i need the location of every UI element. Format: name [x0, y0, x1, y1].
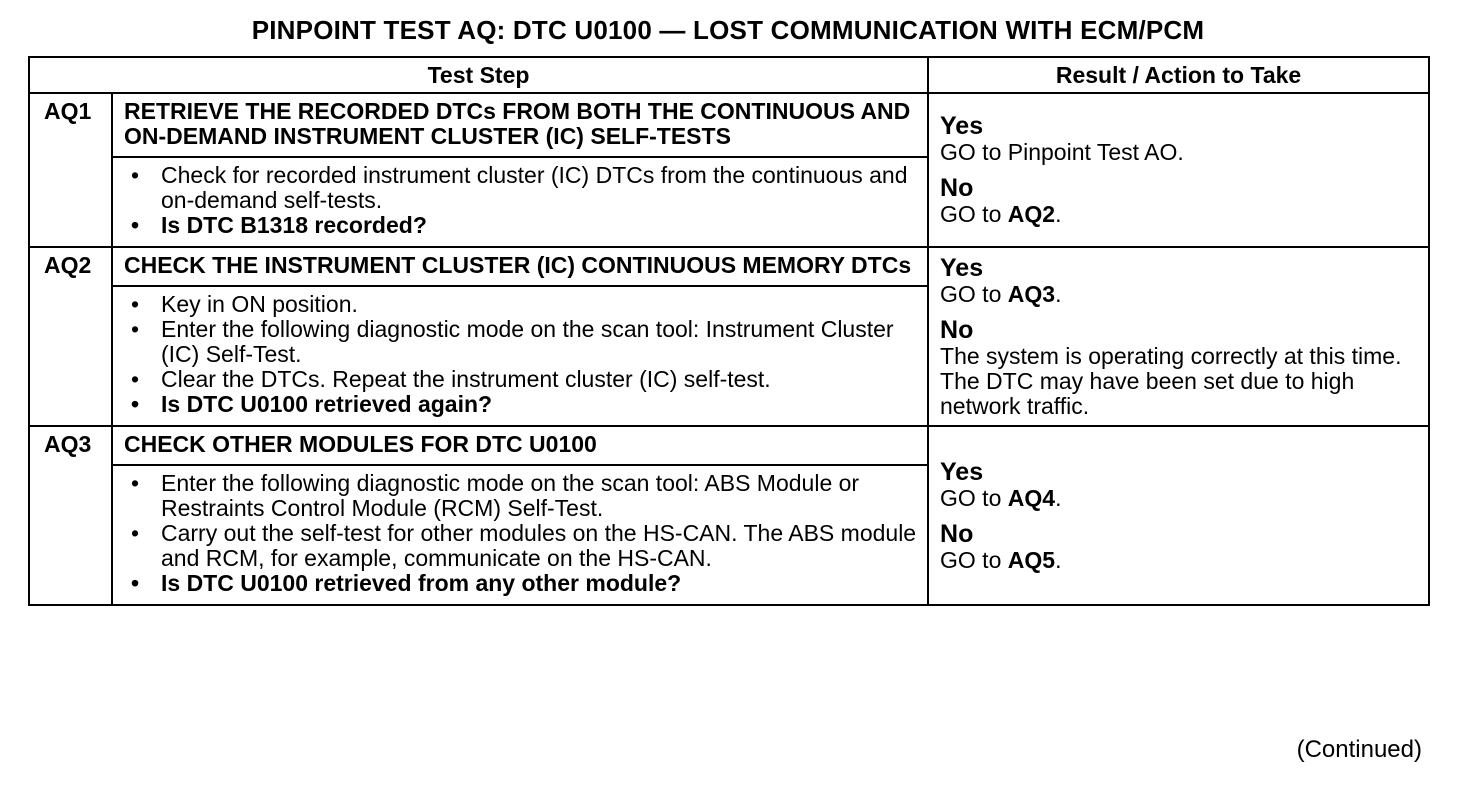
step-title: RETRIEVE THE RECORDED DTCs FROM BOTH THE CONTINUOUS AND ON-DEMAND INSTRUMENT CLUSTER (IC) SELF-TESTS — [112, 93, 928, 157]
step-result — [928, 247, 1429, 426]
table-header-row — [29, 57, 1429, 93]
yes-step-ref: AQ4 — [1007, 484, 1056, 511]
yes-label: Yes — [940, 457, 984, 486]
step-id: AQ3 — [29, 426, 112, 605]
no-action: The system is operating correctly at this time. The DTC may have been set due to high network traffic. — [940, 342, 1402, 419]
yes-action-suffix: . — [1055, 280, 1062, 307]
step-bullet-list — [113, 287, 927, 425]
no-action-suffix: . — [1055, 201, 1062, 227]
yes-label: Yes — [940, 112, 984, 140]
no-label: No — [940, 174, 974, 202]
yes-action — [940, 282, 1418, 307]
step-bullet-list — [113, 158, 927, 246]
yes-action: GO to Pinpoint Test AO. — [940, 139, 1184, 165]
step-question: • Is DTC B1318 recorded? — [125, 213, 917, 238]
step-id: AQ1 — [29, 93, 112, 247]
step-bullet: • Carry out the self-test for other modules on the HS-CAN. The ABS module and RCM, for example, communicate on the HS-CAN. — [125, 521, 917, 571]
step-bullet: • Enter the following diagnostic mode on the scan tool: ABS Module or Restraints Control Module (RCM) Self-Test. — [125, 471, 917, 521]
step-question: • Is DTC U0100 retrieved from any other module? — [125, 571, 917, 596]
step-title: CHECK THE INSTRUMENT CLUSTER (IC) CONTINUOUS MEMORY DTCs — [112, 247, 928, 286]
step-body — [112, 465, 928, 605]
step-result — [928, 93, 1429, 247]
step-title-row — [29, 247, 1429, 286]
no-action-text: GO to — [940, 201, 1008, 227]
step-result — [928, 426, 1429, 605]
no-label: No — [940, 315, 974, 344]
no-step-ref: AQ5 — [1007, 546, 1056, 573]
no-action-text: GO to — [940, 546, 1008, 573]
yes-action — [940, 486, 1418, 511]
header-result: Result / Action to Take — [928, 57, 1429, 93]
header-test-step: Test Step — [29, 57, 928, 93]
step-body — [112, 286, 928, 426]
no-step-ref: AQ2 — [1007, 201, 1056, 227]
step-body — [112, 157, 928, 247]
step-title-row — [29, 426, 1429, 465]
yes-label: Yes — [940, 253, 984, 282]
no-action-suffix: . — [1055, 546, 1062, 573]
step-bullet: • Enter the following diagnostic mode on the scan tool: Instrument Cluster (IC) Self-Test. — [125, 317, 917, 367]
yes-step-ref: AQ3 — [1007, 280, 1056, 307]
step-bullet: • Key in ON position. — [125, 292, 917, 317]
step-bullet: • Check for recorded instrument cluster (IC) DTCs from the continuous and on-demand self-tests. — [125, 163, 917, 213]
pinpoint-test-table — [28, 56, 1430, 606]
no-action — [940, 548, 1418, 573]
page-title: PINPOINT TEST AQ: DTC U0100 — LOST COMMUNICATION WITH ECM/PCM — [251, 15, 1205, 45]
step-id: AQ2 — [29, 247, 112, 426]
step-question: • Is DTC U0100 retrieved again? — [125, 392, 917, 417]
step-bullet: • Clear the DTCs. Repeat the instrument cluster (IC) self-test. — [125, 367, 917, 392]
step-bullet-list — [113, 466, 927, 604]
step-title: CHECK OTHER MODULES FOR DTC U0100 — [112, 426, 928, 465]
no-label: No — [940, 519, 974, 548]
yes-action-text: GO to — [940, 280, 1008, 307]
yes-action-suffix: . — [1055, 484, 1062, 511]
continued-note: (Continued) — [1296, 736, 1422, 763]
no-action — [940, 202, 1418, 227]
step-title-row — [29, 93, 1429, 157]
yes-action-text: GO to — [940, 484, 1008, 511]
